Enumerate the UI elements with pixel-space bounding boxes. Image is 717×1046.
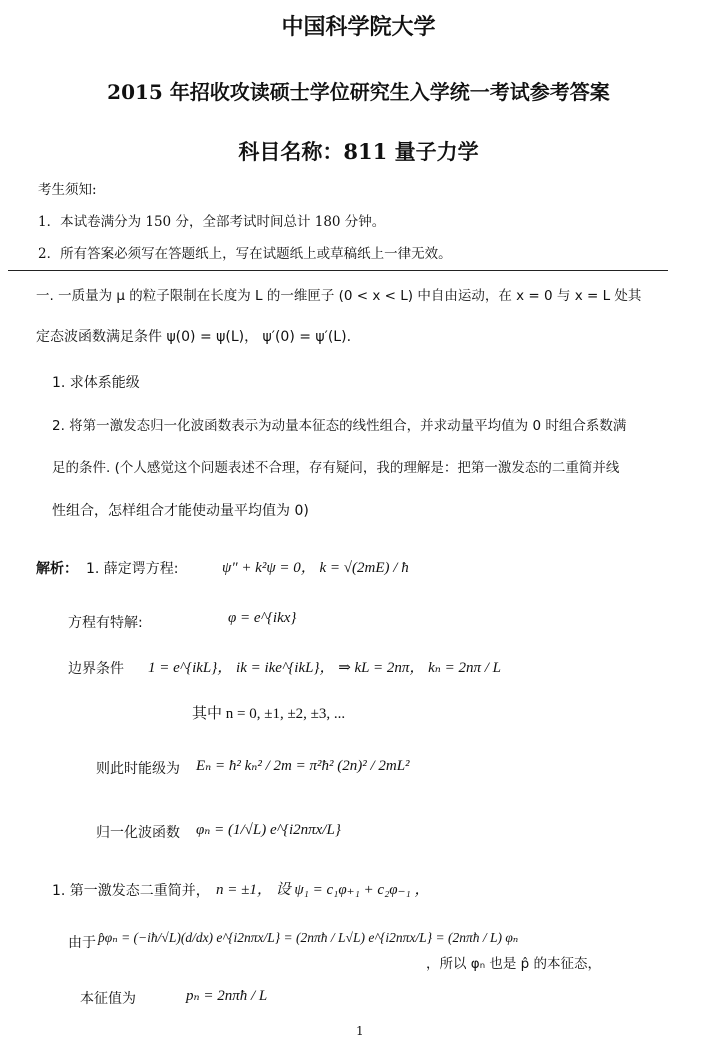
page-number: 1 (356, 1024, 364, 1038)
degeneracy-label: 1. 第一激发态二重简并， (52, 883, 210, 899)
question-2-line-2: 足的条件. (个人感觉这个问题表述不合理，存有疑问，我的理解是：把第一激发态的二重简并线 (52, 460, 620, 476)
particular-solution-equation: φ = e^{ikx} (228, 610, 297, 626)
schrodinger-equation: ψ″ + k²ψ = 0， k = √(2mE) / ħ (222, 560, 409, 576)
momentum-eigenstate-note: ，所以 φₙ 也是 p̂ 的本征态， (426, 956, 602, 972)
problem-line-1: 一. 一质量为 μ 的粒子限制在长度为 L 的一维匣子 (0 < x < L) 中自由运动，在 x = 0 与 x = L 处其 (36, 288, 642, 304)
question-2-line-1: 2. 将第一激发态归一化波函数表示为动量本征态的线性组合，并求动量平均值为 0 时组合系数满 (52, 418, 627, 434)
energy-level-label: 则此时能级为 (96, 761, 180, 777)
degeneracy-equation: n = ±1， 设 ψ₁ = c₁φ₊₁ + c₂φ₋₁ ， (216, 882, 430, 898)
schrodinger-label: 1. 薛定谔方程: (86, 561, 179, 577)
particular-solution-label: 方程有特解: (68, 615, 143, 631)
boundary-condition-equation: 1 = e^{ikL}， ik = ike^{ikL}， ⇒ kL = 2nπ， kₙ = 2nπ / L (148, 660, 502, 676)
header-divider (8, 270, 668, 271)
solution-label: 解析： (36, 561, 78, 577)
problem-line-2: 定态波函数满足条件 ψ(0) = ψ(L)， ψ′(0) = ψ′(L). (36, 329, 352, 345)
normalized-wavefunction-equation: φₙ = (1/√L) e^{i2nπx/L} (196, 822, 341, 838)
momentum-prefix: 由于 (68, 935, 96, 951)
instruction-item-1: 1．本试卷满分为 150 分，全部考试时间总计 180 分钟。 (38, 214, 386, 230)
normalized-wavefunction-label: 归一化波函数 (96, 825, 180, 841)
question-1: 1. 求体系能级 (52, 375, 140, 391)
instruction-item-2: 2．所有答案必须写在答题纸上，写在试题纸上或草稿纸上一律无效。 (38, 246, 452, 262)
eigenvalue-label: 本征值为 (80, 991, 136, 1007)
eigenvalue-equation: pₙ = 2nπħ / L (186, 988, 268, 1004)
energy-level-equation: Eₙ = ħ² kₙ² / 2m = π²ħ² (2n)² / 2mL² (196, 758, 410, 774)
boundary-condition-label: 边界条件 (68, 661, 124, 677)
instructions-heading: 考生须知: (38, 182, 97, 198)
university-title: 中国科学院大学 (281, 14, 436, 40)
question-2-line-3: 性组合，怎样组合才能使动量平均值为 0) (52, 503, 309, 519)
quantum-number-range: 其中 n = 0, ±1, ±2, ±3, ... (192, 706, 346, 722)
subject-title: 科目名称：811 量子力学 (238, 139, 479, 164)
momentum-operator-equation: p̂φₙ = (−iħ/√L)(d/dx) e^{i2nπx/L} = (2nπħ / L√L) e^{i2nπx/L} = (2nπħ / L) φₙ (98, 930, 519, 945)
exam-title: 2015 年招收攻读硕士学位研究生入学统一考试参考答案 (107, 80, 610, 104)
